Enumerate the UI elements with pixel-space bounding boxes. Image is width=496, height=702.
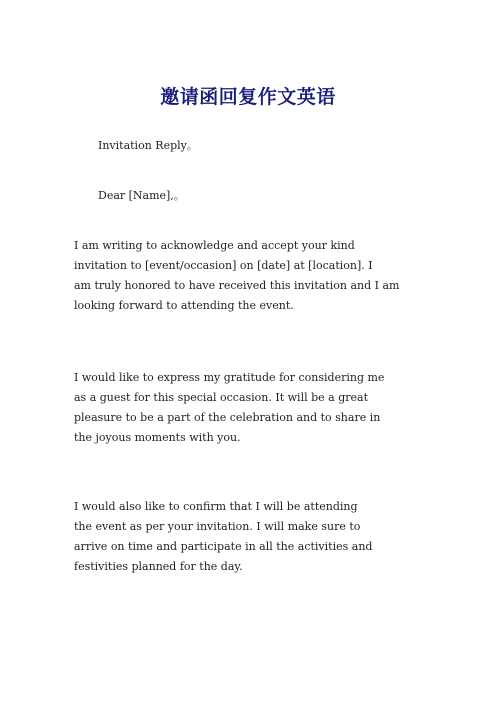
document-title: 邀请函回复作文英语 [160,86,336,108]
salutation-line: Dear [Name],。 [98,189,185,202]
body-paragraph: I would like to express my gratitude for considering me as a guest for this special occasion. It will be a great pleasure to be a part of the celebration and to share in the joyous moments with you. [74,371,385,444]
body-paragraph: I would also like to confirm that I will be attending the event as per your invitation. I will make sure to arrive on time and participate in all the activities and festivities planned for the day. [74,500,373,573]
greeting-line: Invitation Reply。 [98,139,198,152]
body-paragraph: I am writing to acknowledge and accept your kind invitation to [event/occasion] on [date] at [location]. I am truly honored to have received this invitation and I am looking forward to attending the event. [74,239,400,312]
